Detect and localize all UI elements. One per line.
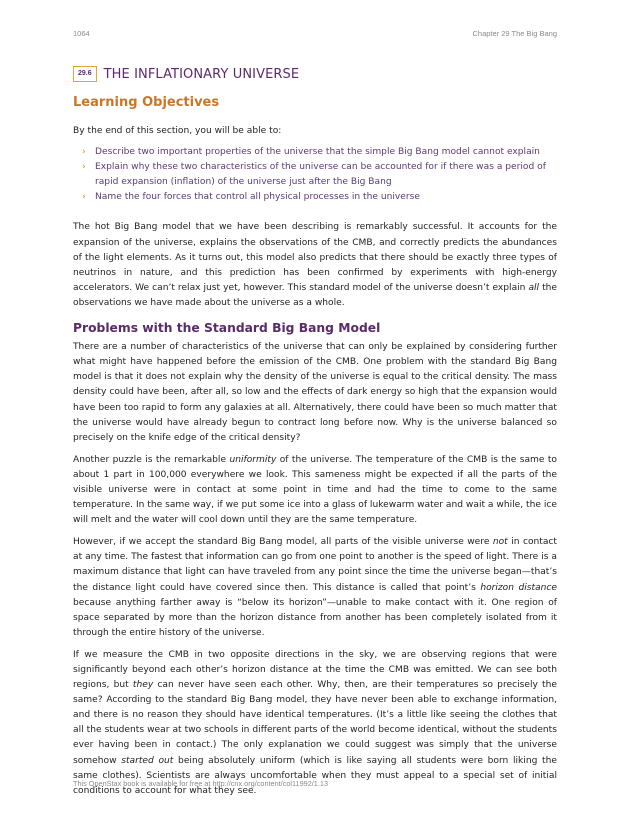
paragraph-uniformity: Another puzzle is the remarkable uniformity of the universe. The temperature of the CMB is the same to about 1 part in 100,000 everywhere we look. This sameness might be expected if all the parts of the visible universe were in contact at some point in time and had the time to come to the same temperature. In the same way, if we put some ice into a glass of lukewarm water and wait a while, the ice will melt and the water will cool down until they are the same temperature. bbox=[73, 454, 557, 526]
chapter-header: Chapter 29 The Big Bang bbox=[472, 29, 557, 38]
learning-objectives-heading: Learning Objectives bbox=[73, 95, 220, 110]
objective-item: › Explain why these two characteristics of the universe can be accounted for if there was a period of rapid expansion (inflation) of the universe just after the Big Bang bbox=[82, 162, 546, 188]
objectives-intro: By the end of this section, you will be able to: bbox=[73, 126, 282, 136]
section-number-badge: 29.6 bbox=[73, 66, 97, 82]
section-title: THE INFLATIONARY UNIVERSE bbox=[103, 66, 300, 82]
objective-item: › Describe two important properties of the universe that the simple Big Bang model cannot explain bbox=[95, 145, 557, 160]
footer-note: This OpenStax book is available for free at http://cnx.org/content/col11992/1.13 bbox=[73, 779, 329, 788]
paragraph-critical-density: There are a number of characteristics of the universe that can only be explained by considering further what might have happened before the emission of the CMB. One problem with the standard Big Bang model is that it does not explain why the density of the universe is equal to the critical density. The mass density could have been, after all, so low and the effects of dark energy so high that the expansion would have been too rapid to form any galaxies at all. Alternatively, there could have been so much matter that the universe would have already begun to contract long before now. Why is the universe balanced so precisely on the knife edge of the critical density? bbox=[73, 342, 557, 443]
objective-item: › Name the four forces that control all physical processes in the universe bbox=[95, 190, 557, 205]
chevron-right-icon: › bbox=[82, 192, 86, 203]
section-heading bbox=[73, 66, 299, 82]
page-number: 1064 bbox=[73, 29, 90, 38]
subsection-heading: Problems with the Standard Big Bang Model bbox=[73, 321, 381, 336]
page-content bbox=[73, 124, 557, 806]
objectives-list bbox=[73, 145, 557, 205]
chevron-right-icon: › bbox=[82, 147, 86, 158]
chevron-right-icon: › bbox=[82, 162, 86, 173]
paragraph-cmb-regions: If we measure the CMB in two opposite directions in the sky, we are observing regions that were significantly beyond each other’s horizon distance at the time the CMB was emitted. We can see both regions, but they can never have seen each other. Why, then, are their temperatures so precisely the same? According to the standard Big Bang model, they have never been able to exchange information, and there is no reason they should have identical temperatures. (It’s a little like seeing the clothes that all the students wear at two schools in different parts of the world become identical, without the students ever having been in contact.) The only explanation we could suggest was simply that the universe somehow started out being absolutely uniform (which is like saying all students were born liking the same clothes). Scientists are always uncomfortable when they must appeal to a special set of initial conditions to account for what they see. bbox=[73, 649, 557, 796]
paragraph-horizon: However, if we accept the standard Big Bang model, all parts of the visible universe were not in contact at any time. The fastest that information can go from one point to another is the speed of light. There is a maximum distance that light can have traveled from any point since the time the universe began—that’s the distance light could have covered since then. This distance is called that point’s horizon distance because anything farther away is “below its horizon”—unable to make contact with it. One region of space separated by more than the horizon distance from another has been completely isolated from it through the entire history of the universe. bbox=[73, 537, 557, 638]
paragraph-intro: The hot Big Bang model that we have been describing is remarkably successful. It accounts for the expansion of the universe, explains the observations of the CMB, and correctly predicts the abundances of the light elements. As it turns out, this model also predicts that there should be exactly three types of neutrinos in nature, and this prediction has been confirmed by experiments with high-energy accelerators. We can’t relax just yet, however. This standard model of the universe doesn’t explain all the observations we have made about the universe as a whole. bbox=[73, 222, 557, 308]
